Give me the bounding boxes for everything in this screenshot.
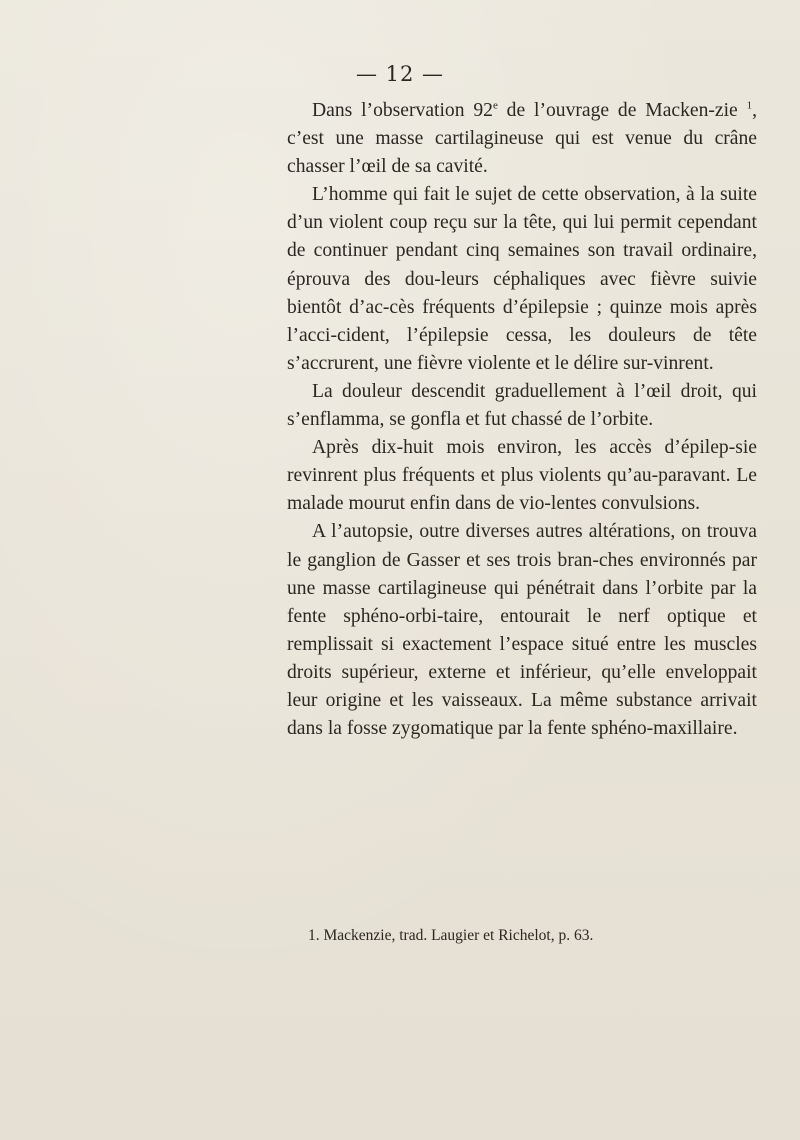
ordinal-superscript: e (492, 99, 498, 112)
footnote: 1. Mackenzie, trad. Laugier et Richelot, p. 63. (308, 927, 594, 944)
paragraph-5: A l’autopsie, outre diverses autres altérations, on trouva le ganglion de Gasser et ses trois bran-ches environnés par une masse cartilagineuse qui pénétrait dans l’orbite par la fente sphéno-orbi-taire, entourait le nerf optique et remplissait si exactement l’espace situé entre les muscles droits supérieur, externe et inférieur, qu’elle enveloppait leur origine et les vaisseaux. La même substance arrivait dans la fosse zygomatique par la fente sphéno-maxillaire. (287, 521, 757, 740)
paragraph-1 (287, 97, 757, 181)
page-number-header: — 12 — (355, 62, 445, 86)
paragraph-4: Après dix-huit mois environ, les accès d’épilep-sie revinrent plus fréquents et plus violents qu’au-paravant. Le malade mourut enfin dans de vio-lentes convulsions. (287, 437, 757, 515)
body-text (287, 97, 757, 743)
footnote-reference: 1 (746, 99, 753, 112)
paragraph-1-start: Dans l’observation 92 (312, 100, 493, 121)
paragraph-3: La douleur descendit graduellement à l’œil droit, qui s’enflamma, se gonfla et fut chassé de l’orbite. (287, 380, 757, 431)
paragraph-1-end: , c’est une masse cartilagineuse qui est venue du crâne chasser l’œil de sa cavité. (287, 100, 757, 178)
paragraph-1-middle: de l’ouvrage de Macken-zie (497, 100, 747, 121)
paragraph-2: L’homme qui fait le sujet de cette observation, à la suite d’un violent coup reçu sur la tête, qui lui permit cependant de continuer pendant cinq semaines son travail ordinaire, éprouva des dou-leurs céphaliques avec fièvre suivie bientôt d’ac-cès fréquents d’épilepsie ; quinze mois après l’acci-cident, l’épilepsie cessa, les douleurs de tête s’accrurent, une fièvre violente et le délire sur-vinrent. (287, 184, 757, 374)
